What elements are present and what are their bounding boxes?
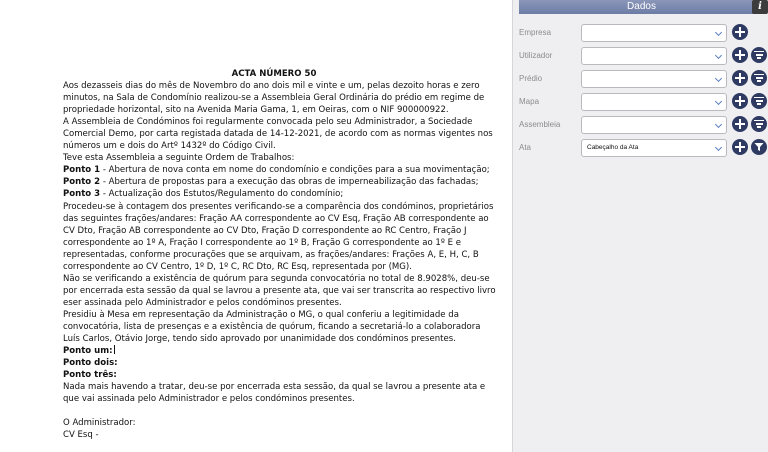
line-text: - Abertura de propostas para a execução das obras de imperneabilização das fachadas;	[100, 177, 479, 188]
sort-lines-icon	[754, 120, 764, 129]
document-line	[63, 152, 485, 164]
line-text: Teve esta Assembleia a seguinte Ordem de Trabalhos:	[63, 153, 295, 164]
field-row-empresa	[519, 24, 764, 46]
predio-select[interactable]	[581, 70, 727, 88]
add-empresa-button[interactable]	[732, 24, 748, 40]
line-text: representadas, conforme procurações que se arquivam, as frações/andares: Frações A, E, H, C, B	[63, 249, 479, 260]
blank-line	[63, 405, 485, 417]
sort-lines-icon	[754, 97, 764, 106]
data-panel	[512, 0, 768, 452]
mapa-label: Mapa	[519, 97, 540, 106]
chevron-down-icon	[715, 75, 722, 82]
document-lines	[63, 80, 496, 441]
line-text: - Actualização dos Estutos/Regulamento do condomínio;	[100, 189, 344, 200]
line-text: - Abertura de nova conta em nome do condomínio e condições para a sua movimentação;	[100, 165, 490, 176]
chevron-down-icon	[715, 98, 722, 105]
empresa-select[interactable]	[581, 24, 727, 42]
line-text: propriedade horizontal, sito na Avenida Maria Gama, 1, em Oeiras, com o NIF 900000922.	[63, 105, 449, 116]
panel-title: Dados	[627, 1, 656, 12]
document-line	[63, 369, 485, 381]
chevron-down-icon	[715, 29, 722, 36]
add-predio-button[interactable]	[732, 70, 748, 86]
line-text: Nada mais havendo a tratar, deu-se por encerrada esta sessão, da qual se lavrou a presente ata e	[63, 382, 486, 393]
empresa-label: Empresa	[519, 28, 552, 37]
agenda-point-label: Ponto 3	[63, 189, 101, 200]
document-line	[63, 273, 490, 285]
agenda-point-label: Ponto um:	[63, 346, 113, 357]
line-text: números um e dois do Artº 1432º do Código Civil.	[63, 141, 276, 152]
document-line	[63, 201, 494, 213]
document-line	[63, 104, 485, 116]
document-line	[63, 249, 485, 261]
text-cursor	[114, 345, 115, 354]
document-line	[63, 261, 485, 273]
document-line	[63, 140, 485, 152]
line-text: Aos dezasseis dias do mês de Novembro do ano dois mil e vinte e um, pelas dezoito horas e zero	[63, 81, 480, 92]
sort-lines-icon	[754, 74, 764, 83]
document-line	[63, 393, 485, 405]
document-line	[63, 116, 485, 128]
line-text: Procedeu-se à contagem dos presentes verificando-se a comparência dos condóminos, proprietários	[63, 201, 494, 212]
assembleia-label: Assembleia	[519, 120, 561, 129]
document-line	[63, 80, 485, 92]
ata-select[interactable]	[581, 139, 727, 157]
add-utilizador-button[interactable]	[732, 47, 748, 63]
line-text: que vai assinada pelo Administrador e pelos condóminos presentes.	[63, 394, 355, 405]
info-button[interactable]	[752, 0, 768, 14]
line-text: CV Dto, Fração AB correspondente ao CV Dto, Fração D correspondente ao RC Centro, Fração J	[63, 225, 467, 236]
document-line	[63, 429, 485, 441]
document-title: ACTA NÚMERO 50	[231, 69, 317, 79]
line-text: correspondente ao CV Centro, 1º D, 1º C, RC Dto, RC Esq, representada por (MG).	[63, 261, 412, 272]
line-text: convocatória, lista de presenças e a existência de quórum, ficando a secretariá-lo a colaboradora	[63, 321, 481, 332]
line-text: correspondente ao 1º A, Fração I correspondente ao 1º B, Fração G correspondente ao 1º E e	[63, 237, 461, 248]
field-row-mapa	[519, 93, 764, 115]
predio-label: Prédio	[519, 74, 543, 83]
line-text: CV Esq -	[63, 430, 99, 441]
chevron-down-icon	[715, 121, 722, 128]
document-line	[63, 225, 485, 237]
agenda-point-label: Ponto 1	[63, 165, 101, 176]
info-icon: i	[758, 1, 762, 12]
document-line	[63, 417, 485, 429]
add-assembleia-button[interactable]	[732, 116, 748, 132]
assembleia-select[interactable]	[581, 116, 727, 134]
line-text: por encerrada esta sessão da qual se lavrou a presente ata, que vai ser transcrita ao respectivo livro	[63, 285, 496, 296]
line-text: Comercial Demo, por carta registada datada de 14-12-2021, de acordo com as normas vigentes nos	[63, 129, 493, 140]
chevron-down-icon	[715, 52, 722, 59]
document-line	[63, 321, 485, 333]
line-text: A Assembleia de Condóminos foi regularmente convocada pelo seu Administrador, a Sociedade	[63, 117, 473, 128]
document-line	[63, 333, 485, 345]
filter-ata-button[interactable]	[751, 139, 767, 155]
document-line	[63, 237, 485, 249]
line-text: minutos, na Sala de Condomínio realizou-se a Assembleia Geral Ordinária do prédio em regime de	[63, 93, 485, 104]
document-line	[63, 309, 485, 321]
list-predio-button[interactable]	[751, 70, 767, 86]
line-text: Luís Carlos, Otávio Jorge, tendo sido aprovado por unanimidade dos condóminos presentes.	[63, 334, 456, 345]
document-text[interactable]	[63, 68, 496, 441]
field-row-utilizador	[519, 47, 764, 69]
panel-header	[519, 0, 764, 14]
field-row-assembleia	[519, 116, 764, 138]
document-line	[63, 188, 485, 200]
list-assembleia-button[interactable]	[751, 116, 767, 132]
funnel-icon	[754, 142, 764, 152]
document-line	[63, 285, 496, 297]
list-mapa-button[interactable]	[751, 93, 767, 109]
sort-lines-icon	[754, 51, 764, 60]
ata-select-value: Cabeçalho da Ata	[587, 144, 639, 151]
agenda-point-label: Ponto três:	[63, 370, 117, 381]
line-text: Não se verificando a existência de quórum para segunda convocatória no total de 8.9028%, deu-se	[63, 273, 490, 284]
chevron-down-icon	[715, 144, 722, 151]
document-line	[63, 213, 489, 225]
line-text: das seguintes frações/andares: Fração AA correspondente ao CV Esq, Fração AB correspondente ao	[63, 213, 489, 224]
document-line	[63, 128, 493, 140]
line-text: O Administrador:	[63, 418, 136, 429]
utilizador-select[interactable]	[581, 47, 727, 65]
mapa-select[interactable]	[581, 93, 727, 111]
agenda-point-label: Ponto dois:	[63, 358, 118, 369]
list-utilizador-button[interactable]	[751, 47, 767, 63]
add-mapa-button[interactable]	[732, 93, 748, 109]
line-text: eser assinada pelo Administrador e pelos condóminos presentes.	[63, 297, 342, 308]
field-row-ata	[519, 139, 764, 161]
document-line	[63, 357, 485, 369]
document-line	[63, 164, 490, 176]
document-line	[63, 176, 485, 188]
add-ata-button[interactable]	[732, 139, 748, 155]
document-line	[63, 345, 485, 357]
field-row-predio	[519, 70, 764, 92]
utilizador-label: Utilizador	[519, 51, 553, 60]
line-text: Presidiu à Mesa em representação da Administração o MG, o qual conferiu a legitimidade da	[63, 309, 459, 320]
agenda-point-label: Ponto 2	[63, 177, 101, 188]
document-line	[63, 92, 485, 104]
document-line	[63, 381, 485, 393]
document-line	[63, 297, 485, 309]
ata-label: Ata	[519, 143, 532, 152]
